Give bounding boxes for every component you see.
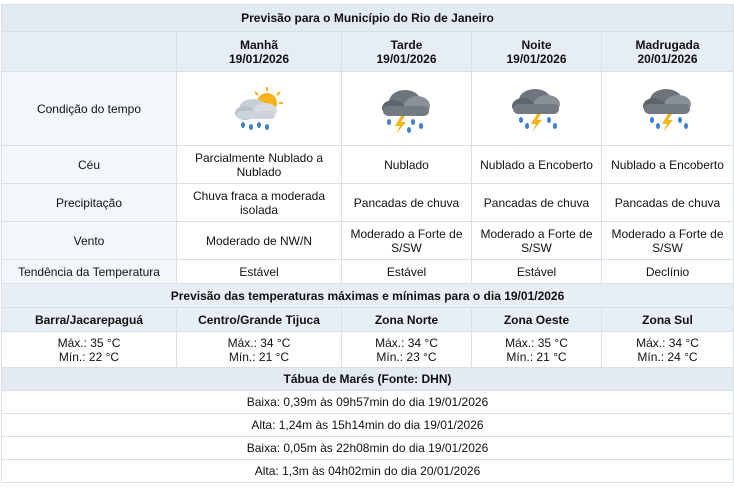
condition-cell-tarde [342, 72, 472, 146]
page-title: Previsão para o Município do Rio de Janeiro [2, 5, 734, 32]
row-label-tendencia: Tendência da Temperatura [2, 260, 177, 284]
zone-header: Centro/Grande Tijuca [177, 308, 342, 332]
tendencia-manha: Estável [177, 260, 342, 284]
vento-tarde: Moderado a Forte de S/SW [342, 222, 472, 260]
condition-cell-noite [472, 72, 602, 146]
period-date: 19/01/2026 [228, 51, 290, 66]
header-blank [2, 32, 177, 72]
zone-header: Zona Oeste [472, 308, 602, 332]
thunderstorm-icon [636, 82, 700, 136]
tides-title: Tábua de Marés (Fonte: DHN) [2, 368, 734, 391]
temp-min: Mín.: 21 °C [228, 349, 290, 364]
zone-temps [342, 332, 472, 368]
vento-madrugada: Moderado a Forte de S/SW [602, 222, 734, 260]
tide-row: Baixa: 0,05m às 22h08min do dia 19/01/2026 [2, 437, 734, 460]
period-header-manha [177, 32, 342, 72]
tendencia-madrugada: Declínio [602, 260, 734, 284]
ceu-tarde: Nublado [342, 146, 472, 184]
temp-max: Máx.: 35 °C [505, 335, 568, 350]
period-header-noite [472, 32, 602, 72]
forecast-table [1, 4, 734, 483]
period-header-madrugada [602, 32, 734, 72]
zone-header: Zona Norte [342, 308, 472, 332]
zone-temps [177, 332, 342, 368]
period-name: Manhã [239, 37, 278, 52]
temp-min: Mín.: 22 °C [58, 349, 120, 364]
thunderstorm-icon [505, 82, 569, 136]
thunderstorm-icon [375, 82, 439, 136]
vento-manha: Moderado de NW/N [177, 222, 342, 260]
tide-row: Alta: 1,24m às 15h14min do dia 19/01/2026 [2, 414, 734, 437]
temp-min: Mín.: 24 °C [637, 349, 698, 364]
tendencia-noite: Estável [472, 260, 602, 284]
precip-madrugada: Pancadas de chuva [602, 184, 734, 222]
period-name: Tarde [390, 37, 423, 52]
row-label-ceu: Céu [2, 146, 177, 184]
precip-tarde: Pancadas de chuva [342, 184, 472, 222]
period-name: Noite [521, 37, 552, 52]
partly-cloudy-rain-icon [227, 84, 291, 134]
period-date: 19/01/2026 [506, 51, 567, 66]
period-header-tarde [342, 32, 472, 72]
temp-max: Máx.: 34 °C [227, 335, 291, 350]
vento-noite: Moderado a Forte de S/SW [472, 222, 602, 260]
precip-noite: Pancadas de chuva [472, 184, 602, 222]
tendencia-tarde: Estável [342, 260, 472, 284]
temp-max: Máx.: 35 °C [57, 335, 121, 350]
zone-temps [472, 332, 602, 368]
zone-header: Zona Sul [602, 308, 734, 332]
period-date: 19/01/2026 [376, 51, 437, 66]
zone-header: Barra/Jacarepaguá [2, 308, 177, 332]
row-label-precipitacao: Precipitação [2, 184, 177, 222]
row-label-vento: Vento [2, 222, 177, 260]
ceu-noite: Nublado a Encoberto [472, 146, 602, 184]
temp-min: Mín.: 21 °C [506, 349, 567, 364]
zone-temps [602, 332, 734, 368]
ceu-manha: Parcialmente Nublado a Nublado [177, 146, 342, 184]
temps-title: Previsão das temperaturas máximas e mínimas para o dia 19/01/2026 [2, 284, 734, 308]
tide-row: Alta: 1,3m às 04h02min do dia 20/01/2026 [2, 460, 734, 483]
period-date: 20/01/2026 [637, 51, 698, 66]
condition-cell-madrugada [602, 72, 734, 146]
ceu-madrugada: Nublado a Encoberto [602, 146, 734, 184]
temp-min: Mín.: 23 °C [376, 349, 437, 364]
row-label-condicao: Condição do tempo [2, 72, 177, 146]
zone-temps [2, 332, 177, 368]
condition-cell-manha [177, 72, 342, 146]
period-name: Madrugada [635, 37, 700, 52]
temp-max: Máx.: 34 °C [375, 335, 438, 350]
tide-row: Baixa: 0,39m às 09h57min do dia 19/01/2026 [2, 391, 734, 414]
precip-manha: Chuva fraca a moderada isolada [177, 184, 342, 222]
temp-max: Máx.: 34 °C [636, 335, 699, 350]
